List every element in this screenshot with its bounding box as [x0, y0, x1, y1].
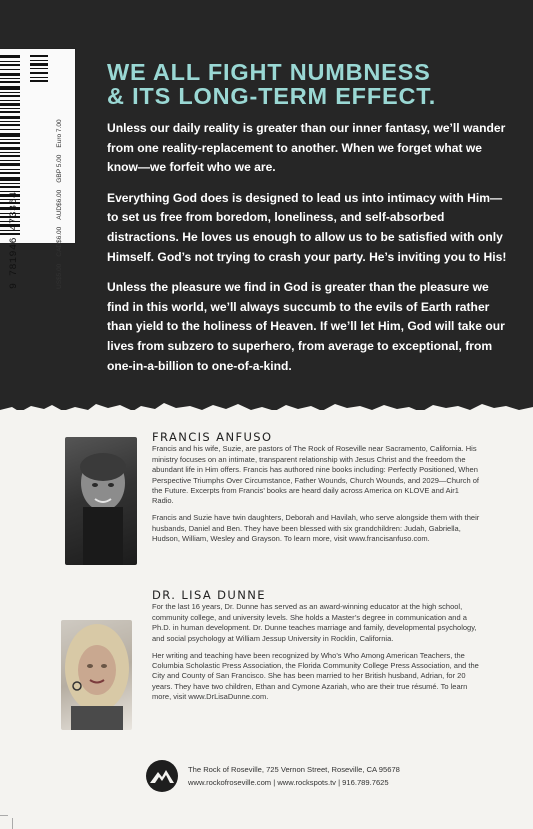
bio-paragraph: For the last 16 years, Dr. Dunne has served as an award-winning educator at the high school, community college, and university levels. She holds a Master’s degree in communication and a Ph.D. in human development. Dr. Dunne teaches marriage and family, developmental psychology, and social psychology at William Jessup University in Rocklin, California.: [152, 602, 477, 643]
author-bio-francis: [152, 432, 482, 551]
author-bio-lisa: [152, 590, 482, 709]
headline-line-2: & ITS LONG-TERM EFFECT.: [107, 83, 437, 109]
back-cover-copy: [107, 119, 507, 387]
bio-paragraph: Her writing and teaching have been recognized by Who’s Who Among American Teachers, the Columbia Scholastic Press Association, the Florida Community College Press Association, and the City and County of San Francisco. She has been married to her British husband, Adrian, for 20 years. They have two children, Ethan and Cymone Azariah, who are their true résumé. To learn more, visit www.DrLisaDunne.com.: [152, 650, 479, 702]
rock-of-roseville-logo: [145, 759, 179, 793]
crop-mark: [12, 818, 13, 829]
bio-paragraph: Francis and Suzie have twin daughters, Deborah and Havilah, who serve alongside them with their husbands, Daniel and Ben. They have been blessed with six grandchildren: Judah, Gabriella, Hudson, William, Wesley and Grayson. To learn more, visit www.francisanfuso.com.: [152, 513, 480, 544]
barcode: [0, 48, 76, 289]
price-cad: CAD$6.00: [56, 226, 63, 257]
price-gbp: GBP 5.00: [56, 154, 63, 183]
headline-line-1: WE ALL FIGHT NUMBNESS: [107, 59, 431, 85]
price-aud: AUD$6.00: [56, 189, 63, 220]
publisher-footer: [188, 764, 400, 789]
torn-paper-edge: [0, 383, 533, 423]
publisher-contacts: www.rockofroseville.com | www.rockspots.tv | 916.789.7625: [188, 777, 389, 787]
crop-mark: [0, 815, 8, 816]
price-euro: Euro 7.00: [56, 119, 63, 148]
bio-paragraph: Francis and his wife, Suzie, are pastors of The Rock of Roseville near Sacramento, California. His ministry focuses on an intimate, transparent relationship with Jesus Christ and the freedom the abundant life in Him offers. Francis has authored nine books including: Perfectly Positioned, When Perspective Triumphs Over Circumstance, Father Wounds, Church Wounds, and 2029—Church of the Future. Excerpts from Francis’ books are heard daily across America on KLOVE and Air1 Radio.: [152, 444, 479, 506]
author-name: DR. LISA DUNNE: [152, 588, 266, 602]
headline: [107, 60, 517, 108]
price-list: [56, 119, 63, 289]
body-paragraph: Unless our daily reality is greater than our inner fantasy, we’ll wander from one reality-replacement to another. When we forget what we know—we forfeit who we are.: [107, 121, 506, 175]
publisher-address: The Rock of Roseville, 725 Vernon Street, Roseville, CA 95678: [188, 765, 400, 774]
author-name: FRANCIS ANFUSO: [152, 430, 273, 444]
price-us: US$5.00: [56, 263, 63, 289]
barcode-number: 9 781946 473364: [9, 191, 20, 289]
lisa-dunne-photo: [61, 620, 132, 730]
body-paragraph: Unless the pleasure we find in God is greater than the pleasure we find in this world, we’ll always succumb to the evils of Earth rather than yield to the holiness of Heaven. If we’ll let Him, God will take our lives from subzero to superhero, from average to exceptional, from one-in-a-billion to one-of-a-kind.: [107, 280, 505, 373]
francis-anfuso-photo: [65, 437, 137, 565]
body-paragraph: Everything God does is designed to lead us into intimacy with Him—to set us free from boredom, loneliness, and self-absorbed distractions. He loves us enough to allow us to be satisfied with only Himself. God’s not trying to crash your party. He’s inviting you to His!: [107, 190, 507, 264]
